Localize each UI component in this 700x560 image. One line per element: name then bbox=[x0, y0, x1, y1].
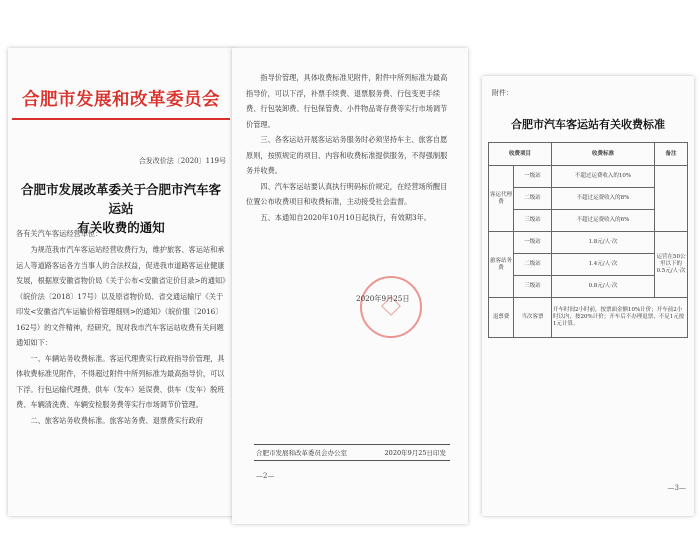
header-item: 收费项目 bbox=[489, 143, 552, 166]
official-seal bbox=[360, 276, 422, 338]
page1-body bbox=[16, 242, 228, 516]
paragraph: 五、本通知自2020年10月10日起执行，有效期3年。 bbox=[260, 212, 431, 222]
fee-standard: 0.8元/人·次 bbox=[552, 276, 655, 298]
title-line-2: 有关收费的通知 bbox=[77, 220, 165, 235]
station-level: 二级站 bbox=[514, 188, 552, 210]
station-level: 三级站 bbox=[514, 210, 552, 232]
group-refund: 退票费 bbox=[489, 298, 514, 338]
note-cell bbox=[655, 166, 688, 232]
footer-print-date: 2020年9月25日印发 bbox=[384, 449, 446, 457]
page-number: —2— bbox=[256, 472, 275, 480]
page-number: —3— bbox=[667, 484, 686, 492]
red-divider bbox=[12, 118, 230, 120]
table-row bbox=[489, 298, 688, 338]
station-level: 一级站 bbox=[514, 232, 552, 254]
page-1 bbox=[8, 48, 234, 516]
fee-standard: 不超过运费收入的6% bbox=[552, 210, 655, 232]
attachment-title: 合肥市汽车客运站有关收费标准 bbox=[511, 118, 665, 131]
page-3 bbox=[482, 76, 694, 516]
fee-table bbox=[488, 142, 688, 338]
page2-body bbox=[246, 70, 454, 262]
header-standard: 收费标准 bbox=[552, 143, 655, 166]
group-passenger: 旅客站务费 bbox=[489, 232, 514, 298]
title-line-1: 合肥市发展改革委关于合肥市汽车客运站 bbox=[20, 182, 221, 216]
table-row bbox=[489, 166, 688, 188]
fee-standard: 1.8元/人·次 bbox=[552, 232, 655, 254]
paragraph: 二、旅客站务收费标准。旅客站务费、退票费实行政府 bbox=[30, 415, 203, 425]
paragraph: 三、各客运站开展客运站务服务时必须坚持车主、旅客自愿原则，按照规定的项目、内容和收费标准提供服务，不得强制服务并收费。 bbox=[246, 135, 448, 175]
header-note: 备注 bbox=[655, 143, 688, 166]
footer-rule-top bbox=[254, 444, 450, 445]
org-letterhead: 合肥市发展和改革委员会 bbox=[22, 90, 220, 110]
station-level: 二级站 bbox=[514, 254, 552, 276]
paragraph: 四、汽车客运站要认真执行明码标价规定，在经营场所醒目位置公布收费项目和收费标准，主动接受社会监督。 bbox=[246, 181, 448, 206]
table-row bbox=[489, 232, 688, 254]
salutation: 各有关汽车客运经营单位： bbox=[16, 229, 103, 238]
paragraph: 一、车辆站务收费标准。客运代理费实行政府指导价管理，具体收费标准见附件，不得超过附件中所列标准为最高指导价，可以下浮。行包运输代理费、供车（发车）延误费、供车（发车）脱班费、车辆清洗费、车辆安检服务费等实行市场调节价管理。 bbox=[16, 353, 225, 409]
ticket-type: 当次客票 bbox=[514, 298, 552, 338]
fee-standard: 1.4元/人·次 bbox=[552, 254, 655, 276]
fee-standard: 不超过运费收入的10% bbox=[552, 166, 655, 188]
table-header-row bbox=[489, 143, 688, 166]
station-level: 三级站 bbox=[514, 276, 552, 298]
station-level: 一级站 bbox=[514, 166, 552, 188]
passenger-note: 运营在50公里以下的0.5元/人·次 bbox=[655, 232, 688, 298]
refund-standard: 开车时间2小时前，按票面金额10%计价；开车前2小时以内，按20%计价；开车后不办理退票，不足1元按1元计算。 bbox=[552, 298, 688, 338]
fee-standard: 不超过运费收入的8% bbox=[552, 188, 655, 210]
group-agency: 客运代理费 bbox=[489, 166, 514, 232]
footer-issuer: 合肥市发展和改革委员会办公室 bbox=[256, 449, 347, 457]
paragraph: 为规范我市汽车客运站经营收费行为，维护旅客、客运站和承运人等道路客运各方当事人的合法权益，促进我市道路客运业健康发展，根据原安徽省物价局《关于公布<安徽省定价目录>的通知》（皖价法〔2018〕17号）以及原省物价局、省交通运输厅《关于印发<安徽省汽车运输价格管理细则>的通知》（皖价服〔2016〕162号）的文件精神，经研究，现对我市汽车客运站收费有关问题通知如下： bbox=[16, 245, 226, 347]
page-2 bbox=[232, 48, 468, 524]
paragraph: 指导价管理，具体收费标准见附件，附件中所列标准为最高指导价，可以下浮，补票手续费、退票服务费、行包变更手续费、行包装卸费、行包保管费、小件物品寄存费等实行市场调节价管理。 bbox=[246, 73, 448, 129]
attachment-label: 附件： bbox=[492, 89, 513, 97]
footer-rule-bottom bbox=[254, 460, 450, 461]
signature-date: 2020年9月25日 bbox=[356, 294, 410, 303]
document-number: 合发改价法〔2020〕119号 bbox=[138, 157, 226, 165]
